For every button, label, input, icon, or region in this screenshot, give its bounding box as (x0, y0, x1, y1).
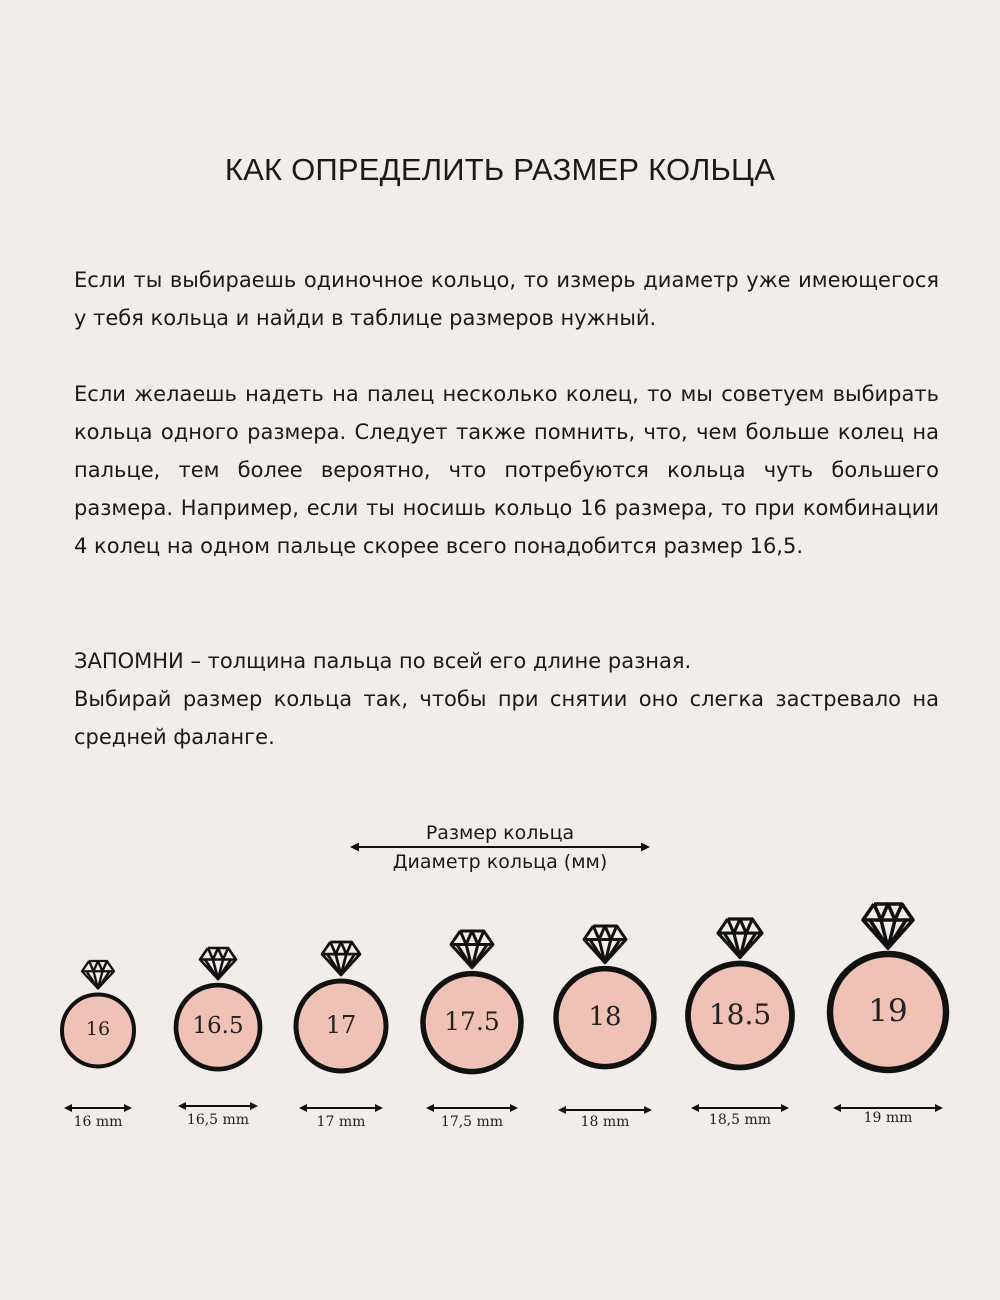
ring-size-19 (824, 902, 952, 1076)
diamond-icon (584, 926, 626, 963)
ring-size-label: 18.5 (708, 997, 772, 1031)
diameter-arrow-icon (426, 1102, 518, 1114)
ring-size-label: 16 (85, 1018, 111, 1041)
multiple-rings-paragraph: Если желаешь надеть на палец несколько колец, то мы советуем выбирать кольца одного размера. Следует также помнить, что, чем больше колец на пальце, тем более вероятно, что потребуются кольца чуть большего размера. Например, если ты носишь кольцо 16 размера, то при комбинации 4 колец на одном пальце скорее всего понадобится размер 16,5. (74, 382, 939, 558)
diamond-icon (863, 904, 913, 948)
ring-diameter-label: 16,5 mm (186, 1112, 250, 1128)
ring-icon (550, 924, 660, 1073)
intro-paragraph: Если ты выбираешь одиночное кольцо, то измерь диаметр уже имеющегося у тебя кольца и найди в таблице размеров нужный. (74, 268, 939, 330)
page-title: КАК ОПРЕДЕЛИТЬ РАЗМЕР КОЛЬЦА (224, 152, 776, 187)
ring-diameter-label: 18,5 mm (708, 1112, 772, 1128)
diamond-icon (322, 942, 360, 975)
diamond-icon (718, 919, 762, 957)
ring-size-17 (290, 940, 392, 1077)
legend-ring-diameter: Диаметр кольца (мм) (392, 851, 608, 873)
ring-size-18 (550, 924, 660, 1073)
ring-size-16.5 (170, 946, 266, 1075)
ring-diameter-label: 19 mm (863, 1110, 913, 1126)
diameter-arrow-icon (299, 1102, 383, 1114)
ring-size-chart (0, 890, 1000, 1150)
ring-diameter-label: 17 mm (316, 1114, 366, 1130)
ring-icon (417, 929, 527, 1078)
ring-size-17.5 (417, 929, 527, 1078)
diamond-icon (451, 931, 493, 968)
ring-diameter-label: 17,5 mm (440, 1114, 504, 1130)
ring-size-18.5 (682, 917, 798, 1073)
size-legend (350, 820, 650, 880)
ring-icon (170, 946, 266, 1075)
ring-size-label: 19 (868, 992, 908, 1029)
ring-icon (824, 902, 952, 1076)
diamond-icon (200, 948, 236, 979)
ring-size-label: 17 (325, 1011, 357, 1040)
diameter-arrow-icon (64, 1102, 132, 1114)
ring-icon (682, 917, 798, 1073)
remember-line: ЗАПОМНИ – толщина пальца по всей его длине разная. (74, 649, 692, 673)
diameter-arrow-icon (178, 1100, 258, 1112)
legend-ring-size: Размер кольца (425, 822, 575, 844)
choose-size-paragraph: Выбирай размер кольца так, чтобы при снятии оно слегка застревало на средней фаланге. (74, 687, 939, 749)
ring-size-16 (56, 959, 140, 1072)
ring-diameter-label: 18 mm (580, 1114, 630, 1130)
ring-size-label: 16.5 (192, 1012, 244, 1039)
ring-icon (56, 959, 140, 1072)
diamond-icon (82, 961, 114, 988)
ring-icon (290, 940, 392, 1077)
ring-size-label: 17.5 (444, 1007, 500, 1037)
ring-diameter-label: 16 mm (73, 1114, 123, 1130)
ring-size-label: 18 (588, 1001, 622, 1032)
